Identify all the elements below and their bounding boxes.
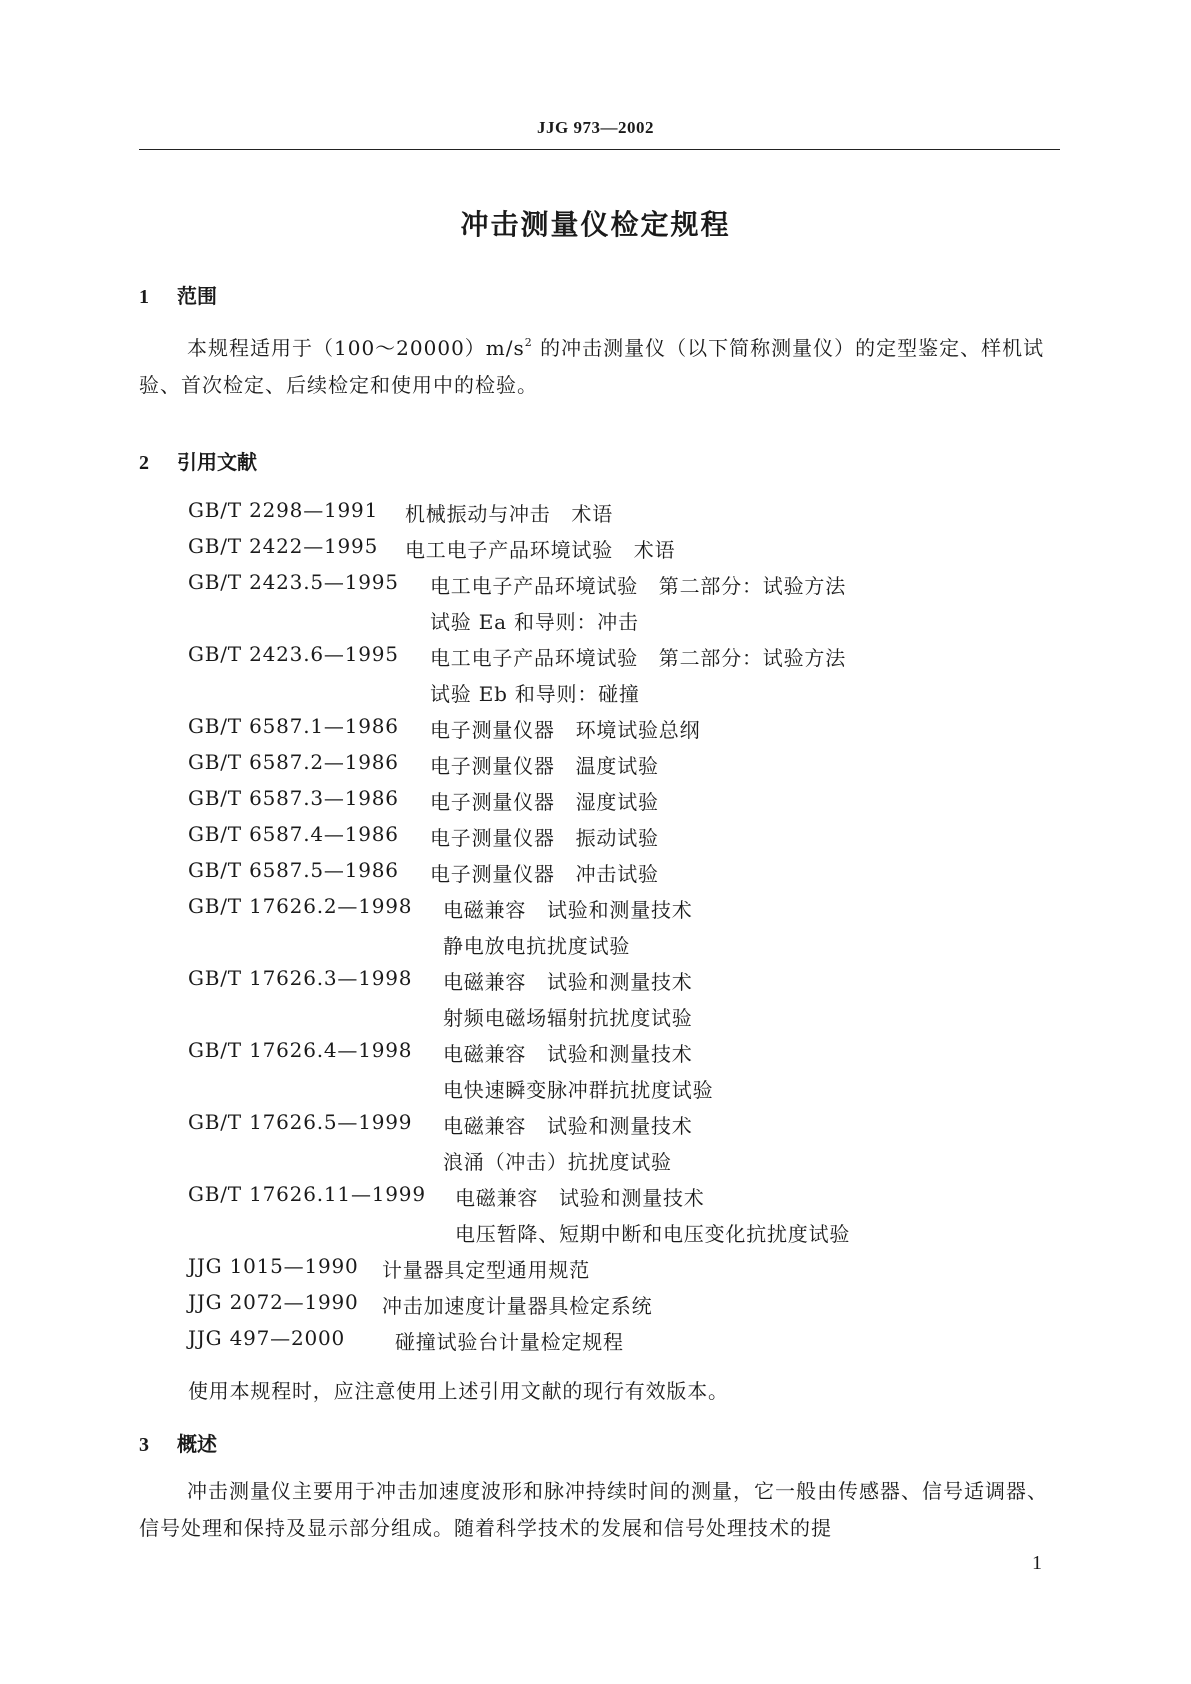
paragraph-text: 冲击测量仪主要用于冲击加速度波形和脉冲持续时间的测量，它一般由传感器、信号适调器、信号处理和保持及显示部分组成。随着科学技术的发展和信号处理技术的提	[139, 1479, 1048, 1540]
section-number: 3	[139, 1434, 149, 1456]
reference-item	[188, 822, 399, 846]
reference-title: 机械振动与冲击 术语	[405, 502, 613, 526]
header-rule	[139, 149, 1060, 150]
section-2-heading	[139, 446, 257, 475]
reference-title: 电磁兼容 试验和测量技术	[455, 1186, 705, 1210]
reference-item	[188, 642, 399, 666]
reference-code: JJG 497—2000	[188, 1326, 346, 1350]
reference-title: 计量器具定型通用规范	[382, 1258, 590, 1282]
paragraph-text: 的冲击测量仪（以下简称测量仪）的定型鉴定、样机试验、首次检定、后续检定和使用中的检验。	[139, 336, 1045, 397]
page-number: 1	[1032, 1552, 1042, 1574]
reference-item	[188, 858, 399, 882]
reference-title: 电磁兼容 试验和测量技术	[443, 970, 693, 994]
reference-item	[188, 750, 399, 774]
section-title: 引用文献	[177, 450, 257, 474]
reference-code: GB/T 17626.3—1998	[188, 966, 413, 990]
reference-item	[188, 498, 378, 522]
section-number: 1	[139, 286, 149, 308]
reference-title: 电磁兼容 试验和测量技术	[443, 1114, 693, 1138]
reference-subtitle: 电压暂降、短期中断和电压变化抗扰度试验	[455, 1222, 851, 1246]
reference-item	[188, 1182, 426, 1206]
reference-item	[188, 786, 399, 810]
reference-code: GB/T 6587.2—1986	[188, 750, 399, 774]
reference-code: GB/T 2423.5—1995	[188, 570, 399, 594]
section-3-heading	[139, 1428, 217, 1457]
reference-title: 电子测量仪器 环境试验总纲	[430, 718, 701, 742]
reference-title: 电磁兼容 试验和测量技术	[443, 898, 693, 922]
reference-subtitle: 试验 Ea 和导则：冲击	[430, 610, 639, 634]
reference-item	[188, 534, 378, 558]
reference-title: 电子测量仪器 冲击试验	[430, 862, 659, 886]
reference-title: 电工电子产品环境试验 第二部分：试验方法	[430, 646, 846, 670]
reference-code: GB/T 2298—1991	[188, 498, 379, 522]
reference-title: 电磁兼容 试验和测量技术	[443, 1042, 693, 1066]
reference-item	[188, 1038, 412, 1062]
section-title: 概述	[177, 1432, 217, 1456]
reference-title: 电子测量仪器 温度试验	[430, 754, 659, 778]
reference-code: JJG 2072—1990	[188, 1290, 359, 1314]
reference-subtitle: 静电放电抗扰度试验	[443, 934, 631, 958]
reference-code: GB/T 6587.5—1986	[188, 858, 399, 882]
reference-code: GB/T 6587.3—1986	[188, 786, 399, 810]
reference-subtitle: 浪涌（冲击）抗扰度试验	[443, 1150, 672, 1174]
reference-item	[188, 966, 412, 990]
reference-title: 电子测量仪器 湿度试验	[430, 790, 659, 814]
paragraph-text: 本规程适用于（100～20000）m/s	[187, 336, 525, 360]
reference-item	[188, 1110, 412, 1134]
reference-item	[188, 894, 412, 918]
section-title: 范围	[177, 284, 217, 308]
reference-item	[188, 1326, 345, 1350]
reference-note: 使用本规程时，应注意使用上述引用文献的现行有效版本。	[188, 1379, 729, 1403]
reference-code: GB/T 17626.5—1999	[188, 1110, 413, 1134]
reference-item	[188, 1290, 359, 1314]
reference-title: 冲击加速度计量器具检定系统	[382, 1294, 653, 1318]
reference-title: 电工电子产品环境试验 术语	[405, 538, 676, 562]
reference-code: GB/T 17626.2—1998	[188, 894, 413, 918]
reference-item	[188, 570, 399, 594]
reference-code: GB/T 6587.4—1986	[188, 822, 399, 846]
section-1-heading	[139, 280, 217, 309]
superscript: 2	[524, 336, 533, 349]
reference-subtitle: 射频电磁场辐射抗扰度试验	[443, 1006, 693, 1030]
reference-code: GB/T 17626.11—1999	[188, 1182, 426, 1206]
standard-code-header: JJG 973—2002	[537, 118, 654, 137]
reference-title: 碰撞试验台计量检定规程	[395, 1330, 624, 1354]
section-number: 2	[139, 452, 149, 474]
reference-subtitle: 试验 Eb 和导则：碰撞	[430, 682, 640, 706]
reference-item	[188, 1254, 359, 1278]
reference-title: 电工电子产品环境试验 第二部分：试验方法	[430, 574, 846, 598]
reference-title: 电子测量仪器 振动试验	[430, 826, 659, 850]
reference-code: GB/T 2422—1995	[188, 534, 379, 558]
reference-code: GB/T 2423.6—1995	[188, 642, 399, 666]
section-1-paragraph	[139, 324, 1060, 404]
reference-item	[188, 714, 399, 738]
section-3-paragraph	[139, 1473, 1060, 1547]
reference-code: GB/T 17626.4—1998	[188, 1038, 413, 1062]
reference-subtitle: 电快速瞬变脉冲群抗扰度试验	[443, 1078, 714, 1102]
reference-code: GB/T 6587.1—1986	[188, 714, 399, 738]
document-title: 冲击测量仪检定规程	[460, 208, 731, 241]
reference-code: JJG 1015—1990	[188, 1254, 359, 1278]
